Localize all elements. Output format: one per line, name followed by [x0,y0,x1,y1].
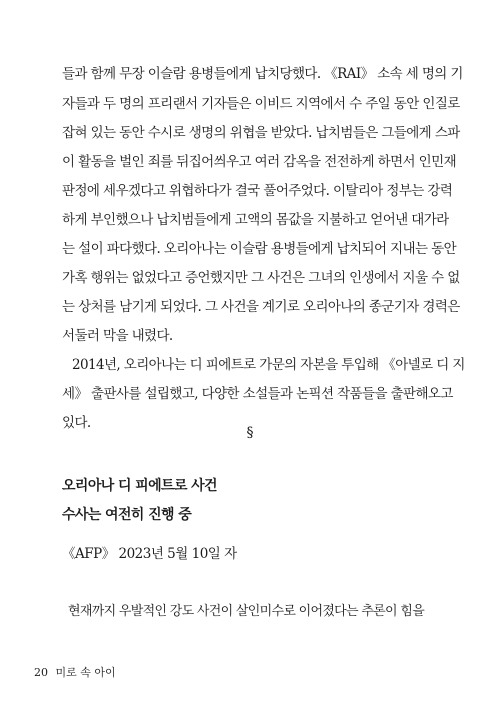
body-line: 잡혀 있는 동안 수시로 생명의 위협을 받았다. 납치범들은 그들에게 스파 [62,125,460,141]
body-line: 세》 출판사를 설립했고, 다양한 소설들과 논픽션 작품들을 출판해오고 [62,386,453,402]
body-line: 판정에 세우겠다고 위협하다가 결국 풀어주었다. 이탈리아 정부는 강력 [62,183,453,199]
body-line: 서둘러 막을 내렸다. [62,328,173,344]
running-title: 미로 속 아이 [55,666,116,679]
body-line: 하게 부인했으나 납치범들에게 고액의 몸값을 지불하고 얻어낸 대가라 [62,212,449,228]
body-line: 있다. [62,415,91,431]
body-line: 현재까지 우발적인 강도 사건이 살인미수로 이어졌다는 추론이 힘을 [68,604,425,619]
page-footer [34,664,116,680]
news-dateline: 《AFP》 2023년 5월 10일 자 [62,546,237,562]
body-line: 가혹 행위는 없었다고 증언했지만 그 사건은 그녀의 인생에서 지울 수 없 [62,270,460,286]
section-heading: 오리아나 디 피에트로 사건 [62,478,217,494]
section-subheading: 수사는 여전히 진행 중 [62,507,192,523]
body-line: 는 상처를 남기게 되었다. 그 사건을 계기로 오리아나의 종군기자 경력은 [62,299,460,315]
page-number: 20 [34,666,48,679]
section-divider: § [246,425,254,441]
body-line: 들과 함께 무장 이슬람 용병들에게 납치당했다. 《RAI》 소속 세 명의 기 [62,66,463,82]
body-line: 자들과 두 명의 프리랜서 기자들은 이비드 지역에서 수 주일 동안 인질로 [62,96,460,112]
paragraph-first-line: 2014년, 오리아나는 디 피에트로 가문의 자본을 투입해 《아넬로 디 지 [72,357,465,373]
body-line: 이 활동을 벌인 죄를 뒤집어씌우고 여러 감옥을 전전하게 하면서 인민재 [62,154,457,170]
body-line: 는 설이 파다했다. 오리아나는 이슬람 용병들에게 납치되어 지내는 동안 [62,241,457,257]
